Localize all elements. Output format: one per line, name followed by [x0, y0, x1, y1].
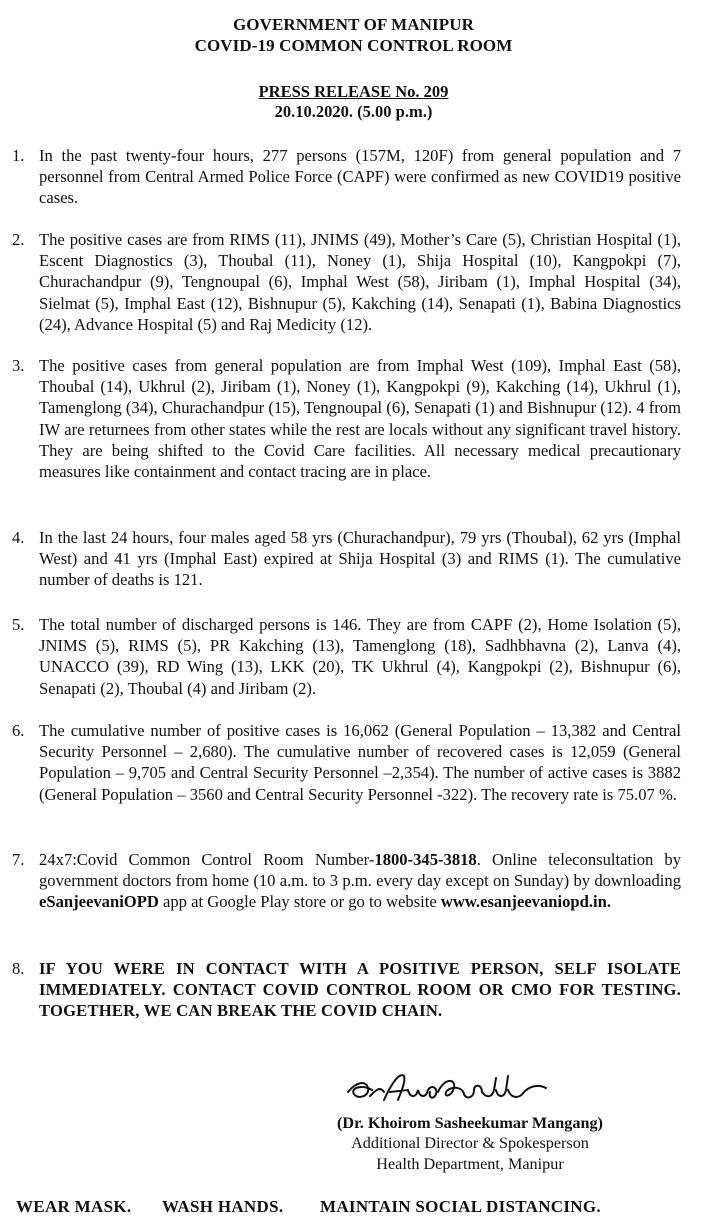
helpline-number: 1800-345-3818: [374, 850, 477, 869]
website-intro: app at Google Play store or go to website: [158, 892, 441, 912]
item-text: The cumulative number of positive cases is 16,062 (General Population – 13,382 and Central Security Personnel – 2,680). The cumulative number of recovered cases is 12,059 (General Population – 9,705 and Central Security Personnel –2,354). The number of active cases is 3882 (General Population – 3560 and Central Security Personnel -322). The recovery rate is 75.07 %.: [39, 721, 681, 804]
item-number: 1.: [12, 146, 25, 165]
teleconsultation-text: . Online teleconsultation by government doctors from home (10 a.m. to 3 p.m. every day except on Sunday) by downloading: [39, 850, 681, 891]
item-number: 8.: [12, 959, 25, 978]
app-name: eSanjeevaniOPD: [39, 892, 159, 912]
item-text: The positive cases are from RIMS (11), JNIMS (49), Mother’s Care (5), Christian Hospital (1), Escent Diagnostics (3), Thoubal (11), Noney (1), Shija Hospital (10), Kangpokpi (7), Churachandpur (9), Tengnoupal (6), Imphal West (58), Jiribam (1), Imphal Hospital (34), Sielmat (5), Imphal East (12), Bishnupur (5), Kakching (14), Senapati (1), Babina Diagnostics (24), Advance Hospital (5) and Raj Medicity (12).: [39, 230, 681, 334]
item-text: The positive cases from general population are from Imphal West (109), Imphal East (58), Thoubal (14), Ukhrul (2), Jiribam (1), Noney (1), Kangpokpi (9), Kakching (14), Ukhrul (1), Tamenglong (34), Churachandpur (15), Tengnoupal (6), Senapati (1) and Bishnupur (12). 4 from IW are returnees from other states while the rest are locals without any significant travel history. They are being shifted to the Covid Care facilities. All necessary medical precautionary measures like containment and contact tracing are in place.: [39, 356, 681, 482]
website-period: .: [606, 892, 612, 912]
slogan-mask: WEAR MASK.: [16, 1197, 132, 1216]
helpline-intro: 24x7:Covid Common Control Room Number-: [39, 850, 375, 869]
item-number: 3.: [12, 356, 25, 375]
item-text: IF YOU WERE IN CONTACT WITH A POSITIVE PERSON, SELF ISOLATE IMMEDIATELY. CONTACT COVID CONTROL ROOM OR CMO FOR TESTING. TOGETHER, WE CAN BREAK THE COVID CHAIN.: [39, 959, 681, 1021]
press-release-heading: [0, 82, 707, 122]
press-release-title: PRESS RELEASE No. 209: [258, 82, 449, 101]
signatory-role: Additional Director & Spokesperson: [351, 1134, 589, 1152]
item-text: The total number of discharged persons is 146. They are from CAPF (2), Home Isolation (5), JNIMS (5), RIMS (5), PR Kakching (13), Tamenglong (18), Sadhbhavna (2), Lanva (4), UNACCO (39), RD Wing (13), LKK (20), TK Ukhrul (4), Kangpokpi (2), Bishnupur (6), Senapati (2), Thoubal (4) and Jiribam (2).: [39, 615, 681, 698]
item-number: 7.: [12, 850, 25, 869]
signature-image: [340, 1068, 580, 1108]
item-number: 5.: [12, 615, 25, 634]
document-header: [0, 14, 707, 56]
press-release-date: 20.10.2020. (5.00 p.m.): [274, 102, 433, 121]
signatory-name: (Dr. Khoirom Sasheekumar Mangang): [337, 1114, 603, 1132]
slogan-hands: WASH HANDS.: [162, 1197, 284, 1216]
government-heading: GOVERNMENT OF MANIPUR: [232, 15, 475, 34]
website-link: www.esanjeevaniopd.in: [440, 892, 607, 912]
item-text: [39, 849, 681, 913]
item-text: In the last 24 hours, four males aged 58 yrs (Churachandpur), 79 yrs (Thoubal), 62 yrs (Imphal West) and 41 yrs (Imphal East) expired at Shija Hospital (3) and RIMS (1). The cumulative number of deaths is 121.: [39, 528, 681, 590]
signatory-department: Health Department, Manipur: [376, 1155, 564, 1173]
item-text: In the past twenty-four hours, 277 persons (157M, 120F) from general population and 7 personnel from Central Armed Police Force (CAPF) were confirmed as new COVID19 positive cases.: [39, 146, 681, 208]
item-number: 6.: [12, 721, 25, 740]
slogan-distancing: MAINTAIN SOCIAL DISTANCING.: [320, 1197, 601, 1216]
control-room-heading: COVID-19 COMMON CONTROL ROOM: [194, 36, 513, 55]
signatory-block: [300, 1113, 640, 1175]
item-number: 2.: [12, 230, 25, 249]
item-number: 4.: [12, 528, 25, 547]
